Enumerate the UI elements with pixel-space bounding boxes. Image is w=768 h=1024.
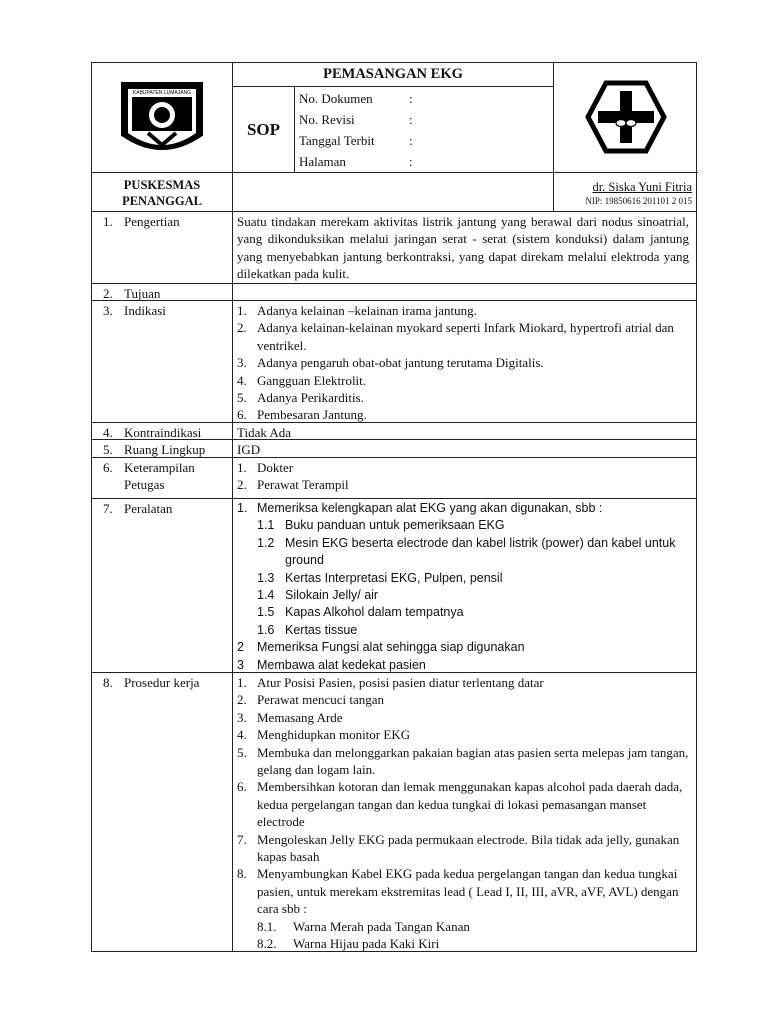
meta-row <box>299 151 553 172</box>
peralatan-list <box>237 500 689 674</box>
section-number: 5. <box>103 442 113 457</box>
logo-cell <box>92 63 233 173</box>
section-number: 4. <box>103 425 113 440</box>
logo-text: KABUPATEN LUMAJANG <box>132 90 192 96</box>
sub-list-item: 1.2 Mesin EKG beserta electrode dan kabel listrik (power) dan kabel untuk ground <box>257 535 676 568</box>
sub-list-item: 8.1. Warna Merah pada Tangan Kanan <box>257 918 470 934</box>
prosedur-list <box>237 674 689 953</box>
list-item: 1. Adanya kelainan –kelainan irama jantung. <box>237 303 477 318</box>
section-number: 8. <box>103 675 113 690</box>
section-number: 7. <box>103 501 113 516</box>
sub-list-item: 1.6 Kertas tissue <box>257 622 358 637</box>
signatory-nip: NIP: 19850616 201101 2 015 <box>585 196 692 206</box>
list-item: 4. Menghidupkan monitor EKG <box>237 727 411 743</box>
list-item: 2. Perawat mencuci tangan <box>237 692 385 708</box>
puskesmas-cross-icon <box>554 63 699 173</box>
section-pengertian <box>92 211 696 284</box>
section-label: Peralatan <box>124 501 173 516</box>
sub-list-item: 1.1 Buku panduan untuk pemeriksaan EKG <box>257 518 505 533</box>
sub-list-item: 1.5 Kapas Alkohol dalam tempatnya <box>257 605 464 620</box>
list-item: 5. Membuka dan melonggarkan pakaian bagian atas pasien serta melepas jam tangan, gelang dan logam lain. <box>237 744 689 778</box>
section-text: Suatu tindakan merekam aktivitas listrik jantung yang berawal dari nodus sinoatrial, yang dikonduksikan melalui jaringan serat - serat (sistem konduksi) dalam jantung yang menyebabkan jantung berkontraksi, yang dapat direkam melalui elektroda yang dilekatkan pada kulit. <box>237 214 689 282</box>
section-label: Ruang Lingkup <box>124 442 206 457</box>
section-label: Indikasi <box>124 303 166 318</box>
section-label: Prosedur kerja <box>124 675 200 690</box>
section-label: Tujuan <box>124 286 161 301</box>
list-item: 1. Atur Posisi Pasien, posisi pasien diatur terlentang datar <box>237 675 544 690</box>
blank-cell <box>233 173 553 211</box>
list-item: 1. Memeriksa kelengkapan alat EKG yang akan digunakan, sbb : <box>237 501 603 515</box>
section-number: 2. <box>103 286 113 301</box>
section-label: Kontraindikasi <box>124 425 202 440</box>
meta-value: : <box>409 112 413 127</box>
meta-value: : <box>409 133 413 148</box>
list-item: 3. Adanya pengaruh obat-obat jantung terutama Digitalis. <box>237 355 544 371</box>
section-number: 3. <box>103 303 113 318</box>
list-item: 4. Gangguan Elektrolit. <box>237 372 367 388</box>
list-item: 6. Pembesaran Jantung. <box>237 407 367 423</box>
meta-label: No. Revisi <box>299 112 355 127</box>
section-kontraindikasi <box>92 422 696 440</box>
list-item: 6. Membersihkan kotoran dan lemak menggunakan kapas alcohol pada daerah dada, kedua pergelangan tangan dan kedua tungkai di lokasi pemasangan manset electrode <box>237 779 683 830</box>
meta-row <box>299 109 553 130</box>
indikasi-list <box>237 302 689 424</box>
meta-label: Tanggal Terbit <box>299 133 375 148</box>
meta-row <box>299 88 553 109</box>
org-line-1: PUSKESMAS <box>123 178 201 192</box>
sub-list-item: 8.2. Warna Hijau pada Kaki Kiri <box>257 936 440 952</box>
keterampilan-list <box>237 459 689 494</box>
meta-row <box>299 130 553 151</box>
kabupaten-lumajang-logo <box>92 63 233 173</box>
list-item: 8. Menyambungkan Kabel EKG pada kedua pergelangan tangan dan kedua tungkai pasien, untuk merekam ekstremitas lead ( Lead I, II, III, aVR, aVF, AVL) dengan cara sbb : <box>237 866 679 917</box>
list-item: 3. Memasang Arde <box>237 709 343 725</box>
list-item: 1. Dokter <box>237 460 294 475</box>
list-item: 5. Adanya Perikarditis. <box>237 390 364 406</box>
section-ruang-lingkup <box>92 439 696 458</box>
section-peralatan <box>92 498 696 673</box>
section-label: Keterampilan Petugas <box>124 460 195 492</box>
list-item: 3 Membawa alat kedekat pasien <box>237 657 426 672</box>
section-indikasi <box>92 300 696 423</box>
signatory-name: dr. Siska Yuni Fitria <box>592 180 692 194</box>
sub-list-item: 1.4 Silokain Jelly/ air <box>257 588 379 603</box>
section-prosedur <box>92 672 696 952</box>
list-item: 2 Memeriksa Fungsi alat sehingga siap digunakan <box>237 640 525 655</box>
list-item: 2. Adanya kelainan-kelainan myokard seperti Infark Miokard, hypertrofi atrial dan ventrikel. <box>237 320 674 353</box>
document-title: PEMASANGAN EKG <box>233 63 553 87</box>
puskesmas-logo-cell <box>553 63 698 173</box>
section-text: Tidak Ada <box>237 425 292 440</box>
meta-value: : <box>409 154 413 169</box>
meta-label: No. Dokumen <box>299 91 373 106</box>
list-item: 2. Perawat Terampil <box>237 477 349 493</box>
sub-list-item: 1.3 Kertas Interpretasi EKG, Pulpen, pensil <box>257 570 503 585</box>
org-line-2: PENANGGAL <box>122 194 202 208</box>
organization-name <box>92 173 233 211</box>
meta-label: Halaman <box>299 154 346 169</box>
section-tujuan <box>92 283 696 301</box>
signatory-cell <box>553 173 698 211</box>
meta-value: : <box>409 91 413 106</box>
section-keterampilan <box>92 457 696 499</box>
section-number: 6. <box>103 460 113 475</box>
sop-document <box>91 62 697 952</box>
section-label: Pengertian <box>124 214 180 229</box>
sop-label: SOP <box>233 87 295 173</box>
document-meta <box>295 87 553 173</box>
section-number: 1. <box>103 214 113 229</box>
section-text: IGD <box>237 442 261 457</box>
list-item: 7. Mengoleskan Jelly EKG pada permukaan electrode. Bila tidak ada jelly, gunakan kapas basah <box>237 831 680 865</box>
